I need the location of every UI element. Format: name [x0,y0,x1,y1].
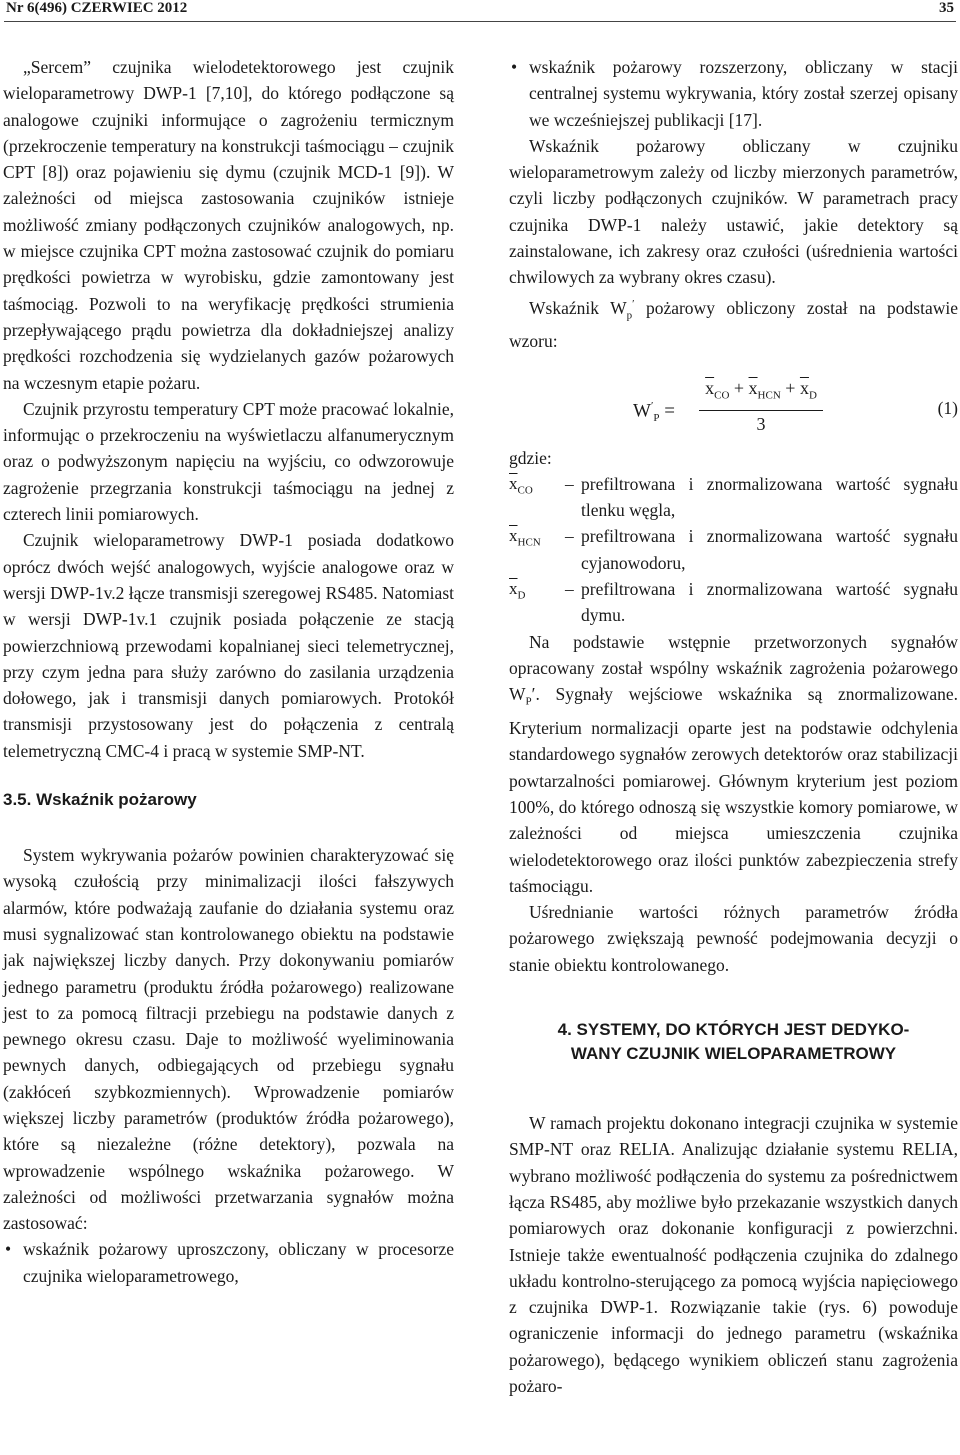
definition-item: $\overline{x}_{HCN}$ – prefiltrowana i znormalizowana wartość sygnału cyjanowodoru, [509,523,958,576]
definition-item: $\overline{x}_{CO}$ – prefiltrowana i znormalizowana wartość sygnału tlenku węgla, [509,471,958,524]
bullet-list [509,54,958,133]
definition-item: $\overline{x}_D$ – prefiltrowana i znormalizowana wartość sygnału dymu. [509,576,958,629]
header-rule [4,21,956,22]
paragraph: System wykrywania pożarów powinien charakteryzować się wysoką czułością przy minimalizacji ilości fałszywych alarmów, które podważają zaufanie do działania systemu oraz musi sygnalizować stan kontrolowanego obiektu na podstawie jak największej liczby danych. Przy dokonywaniu pomiarów jednego parametru (produktu źródła pożarowego) realizowane jest to za pomocą filtracji przebiegu na podstawie danych z pewnego okresu czasu. Daje to możliwość wyeliminowania pewnych danych, odbiegających od przebiegu sygnału (zakłóceń szybkozmiennych). Wprowadzenie pomiarów większej liczby parametrów (produktów źródła pożarowego), które są niezależne (różne detektory), pozwala na wprowadzenie wspólnego wskaźnika pożarowego. W zależności od możliwości przetwarzania sygnałów można zastosować: [3,845,454,1234]
page-number: 35 [939,0,954,16]
list-item: • wskaźnik pożarowy uproszczony, obliczany w procesorze czujnika wieloparametrowego, [23,1236,454,1289]
equation-fraction [699,375,823,438]
equation [509,367,958,439]
paragraph: W ramach projektu dokonano integracji czujnika w systemie SMP-NT oraz RELIA. Analizując działanie systemu RELIA, wybrano możliwość podłączenia do systemu za pośrednictwem łącza RS485, aby możliwe było przekazanie wszystkich danych pomiarowych oraz dokonanie konfiguracji z powierzchni. Istnieje także ewentualność podłączenia czujnika do zdalnego układu kontrolno-sterującego za pomocą wyjścia napięciowego z czujnika DWP-1. Rozwiązanie takie (rys. 6) powoduje ograniczenie informacji do jednego parametru (wskaźnika pożarowego), będącego wynikiem obliczeń stanu zagrożenia pożaro- [509,1113,958,1396]
list-item: • wskaźnik pożarowy rozszerzony, obliczany w stacji centralnej systemu wykrywania, który został szerzej opisany we wcześniejszej publikacji [17]. [529,54,958,133]
paragraph: „Sercem” czujnika wielodetektorowego jest czujnik wieloparametrowy DWP-1 [7,10], do którego podłączone są analogowe czujniki informujące o zagrożeniu termicznym (przekroczenie temperatury na konstrukcji taśmociągu – czujnik CPT [8]) oraz pojawieniu się dymu (czujnik MCD-1 [9]). W zależności od miejsca zastosowania czujników istnieje możliwość zmiany podłączonych czujników analogowych, np. w miejsce czujnika CPT można zastosować czujnik do pomiaru prędkości powietrza w wyrobisku, gdzie zamontowany jest taśmociąg. Pozwoli to na weryfikację prędkości strumienia przepływającego prądu powietrza dla dokładniejszej analizy prędkości rozchodzenia się wydzielanych gazów pożarowych na wczesnym etapie pożaru. [3,57,454,393]
bullet-icon: • [511,57,518,77]
page-header [6,0,954,20]
section-heading: 3.5. Wskaźnik pożarowy [3,790,197,810]
bullet-icon: • [5,1239,12,1260]
symbol: $\overline{x}_{CO}$ [509,473,533,497]
symbol-definitions [509,471,958,629]
section-heading: 4. SYSTEMY, DO KTÓRYCH JEST DEDYKO- WANY CZUJNIK WIELOPARAMETROWY [557,1020,910,1064]
symbol: $\overline{x}_D$ [509,579,526,602]
equation-number: (1) [937,397,958,418]
issue-label: Nr 6(496) CZERWIEC 2012 [6,0,188,16]
bullet-list [3,1236,454,1289]
paragraph: Na podstawie wstępnie przetworzonych sygnałów opracowany został wspólny wskaźnik zagrożenia pożarowego $W_P'$. Sygnały wejściowe wskaźnika są znormalizowane. Kryterium normalizacji oparte jest na podstawie odchylenia standardowego sygnałów zerowych detektorów oraz stabilizacji powtarzalności pomiarowej. Głównym kryterium jest poziom 100%, do którego odnoszą się wszystkie komory pomiarowe, w zależności od miejsca umieszczenia czujnika wielodetektorowego oraz ilości punktów zabezpieczenia strefy taśmociągu. [509,631,958,896]
paragraph: Czujnik przyrostu temperatury CPT może pracować lokalnie, informując o przekroczeniu na wyświetlaczu alfanumerycznym oraz o podwyższonym napięciu na wyjściu, co odwzorowuje zagrożenie przegrzania konstrukcji taśmociągu na jednej z czterech linii pomiarowych. [3,398,454,525]
fraction-denominator: 3 [756,414,766,435]
symbol: $\overline{x}_{HCN}$ [509,526,541,549]
fraction-numerator: $\overline{x}_{CO} + \overline{x}_{HCN} + \overline{x}_D$ [699,375,823,412]
paragraph: Czujnik wieloparametrowy DWP-1 posiada dodatkowo oprócz dwóch wejść analogowych, wyjście analogowe oraz w wersji DWP-1v.2 łącze transmisji szeregowej RS485. Natomiast w wersji DWP-1v.1 czujnik posiada połączenie ze stacją powierzchniową przewodami kopalnianej sieci telemetrycznej, przy czym jedna para służy zarówno do zasilania urządzenia dołowego, jak i transmisji danych pomiarowych. Protokół transmisji przystosowany jest do połączenia z centralą telemetryczną CMC-4 i pracą w systemie SMP-NT. [3,530,454,761]
left-column [3,54,454,1289]
where-label: gdzie: [509,447,552,468]
paragraph: Wskaźnik $W_p'$ pożarowy obliczony został na podstawie wzoru: [509,297,958,352]
right-column [509,54,958,1399]
paragraph: Uśrednianie wartości różnych parametrów źródła pożarowego zwiększają pewność podejmowania decyzji o stanie obiektu kontrolowanego. [509,902,958,975]
paragraph: Wskaźnik pożarowy obliczany w czujniku wieloparametrowym zależy od liczby mierzonych parametrów, czyli liczby podłączonych czujników. W parametrach pracy czujnika DWP-1 należy ustawić, jakie detektory są zainstalowane, ich zakresy oraz czułości (uśrednienia wartości chwilowych za wybrany okres czasu). [509,135,958,288]
equation-lhs: $W'_P$ = [633,399,675,424]
